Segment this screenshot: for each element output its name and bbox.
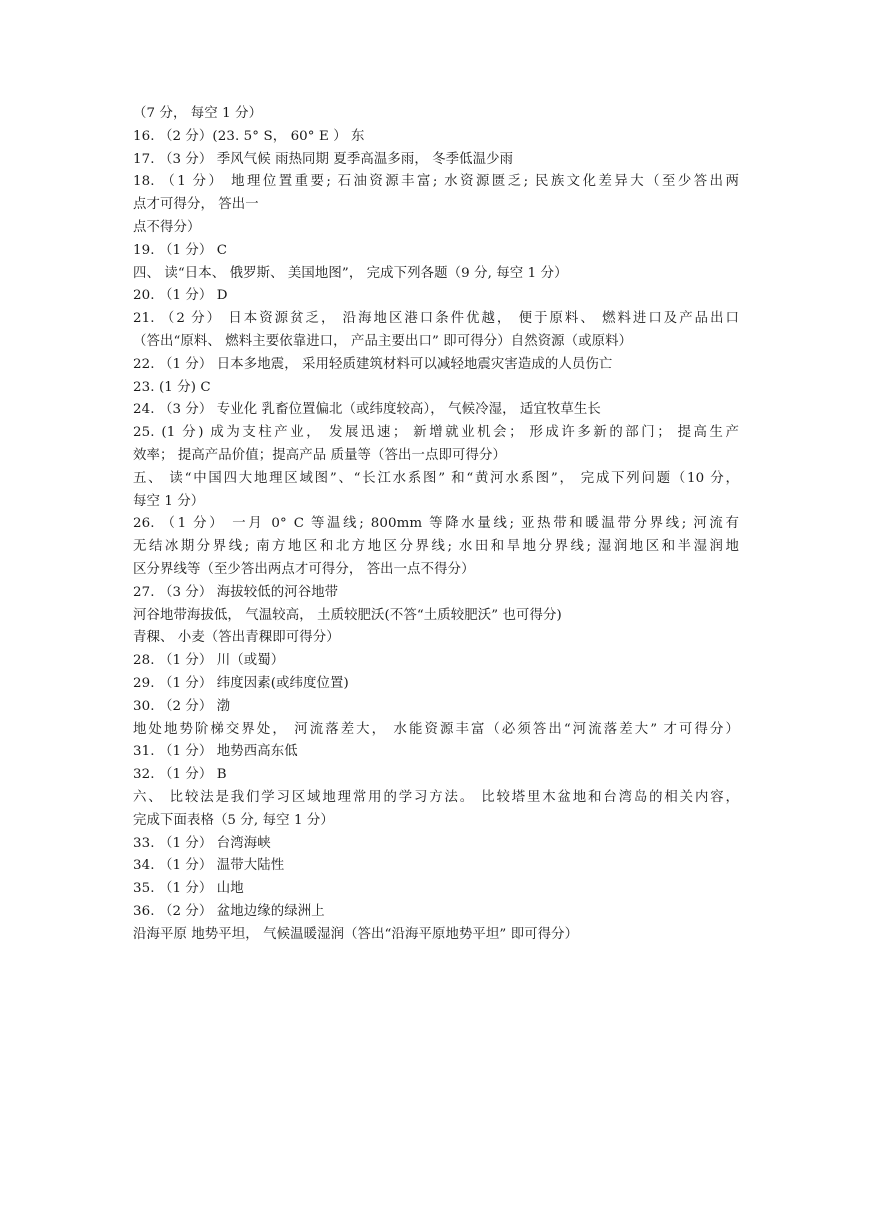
text-line: 16. （2 分）(23. 5° S， 60° E ） 东: [133, 128, 365, 144]
section-heading: 五、 读“中国四大地理区域图”、“长江水系图” 和“黄河水系图”， 完成下列问题（10 分，: [133, 470, 739, 486]
text-line: 19. （1 分） C: [133, 242, 228, 258]
text-line: 点才可得分， 答出一: [133, 197, 259, 213]
section-heading: 四、 读“日本、 俄罗斯、 美国地图”， 完成下列各题（9 分, 每空 1 分）: [133, 265, 568, 281]
text-line: 沿海平原 地势平坦， 气候温暖湿润（答出“沿海平原地势平坦” 即可得分）: [133, 926, 579, 942]
text-line: 地处地势阶梯交界处， 河流落差大， 水能资源丰富（必须答出“河流落差大” 才可得分）: [133, 721, 739, 737]
text-line: 33. （1 分） 台湾海峡: [133, 835, 271, 851]
text-line: 23. (1 分) C: [133, 379, 211, 395]
text-line: 24. （3 分） 专业化 乳畜位置偏北（或纬度较高）， 气候冷湿， 适宜牧草生长: [133, 402, 601, 418]
text-line: （7 分， 每空 1 分）: [133, 106, 263, 121]
text-line: 20. （1 分） D: [133, 288, 228, 304]
text-line: 青稞、 小麦（答出青稞即可得分）: [133, 630, 340, 646]
text-line: 36. （2 分） 盆地边缘的绿洲上: [133, 903, 325, 919]
text-line: 26. （1 分） 一月 0° C 等温线; 800mm 等降水量线; 亚热带和暖温带分界线; 河流有: [133, 516, 739, 532]
answer-key-text: [133, 103, 739, 946]
text-line: 河谷地带海拔低， 气温较高， 土质较肥沃(不答“土质较肥沃” 也可得分): [133, 607, 562, 623]
text-line: 点不得分）: [133, 219, 201, 235]
text-line: 无结冰期分界线; 南方地区和北方地区分界线; 水田和旱地分界线; 湿润地区和半湿润地: [133, 539, 739, 555]
text-line: 27. （3 分） 海拔较低的河谷地带: [133, 584, 339, 600]
text-line: 每空 1 分）: [133, 493, 205, 509]
text-line: 30. （2 分） 渤: [133, 698, 231, 714]
text-line: 25. (1 分) 成为支柱产业， 发展迅速； 新增就业机会； 形成许多新的部门； 提高生产: [133, 425, 739, 441]
text-line: 17. （3 分） 季风气候 雨热同期 夏季高温多雨， 冬季低温少雨: [133, 151, 514, 167]
text-line: 31. （1 分） 地势西高东低: [133, 744, 298, 760]
section-heading: 六、 比较法是我们学习区域地理常用的学习方法。 比较塔里木盆地和台湾岛的相关内容，: [133, 789, 739, 805]
text-line: 29. （1 分） 纬度因素(或纬度位置): [133, 675, 349, 691]
text-line: 32. （1 分） B: [133, 767, 227, 783]
text-line: 28. （1 分） 川（或蜀）: [133, 653, 285, 669]
text-line: 区分界线等（至少答出两点才可得分， 答出一点不得分）: [133, 561, 475, 577]
text-line: 21. （2 分） 日本资源贫乏， 沿海地区港口条件优越， 便于原料、 燃料进口及产品出口: [133, 311, 739, 327]
text-line: （答出“原料、 燃料主要依靠进口， 产品主要出口” 即可得分）自然资源（或原料）: [133, 333, 633, 349]
text-line: 22. （1 分） 日本多地震， 采用轻质建筑材料可以减轻地震灾害造成的人员伤亡: [133, 356, 613, 372]
text-line: 效率； 提高产品价值；提高产品 质量等（答出一点即可得分）: [133, 447, 506, 463]
text-line: 35. （1 分） 山地: [133, 881, 244, 897]
text-line: 18. （1 分） 地理位置重要; 石油资源丰富; 水资源匮乏; 民族文化差异大（至少答出两: [133, 174, 739, 190]
text-line: 34. （1 分） 温带大陆性: [133, 858, 285, 874]
text-line: 完成下面表格（5 分, 每空 1 分）: [133, 812, 334, 828]
